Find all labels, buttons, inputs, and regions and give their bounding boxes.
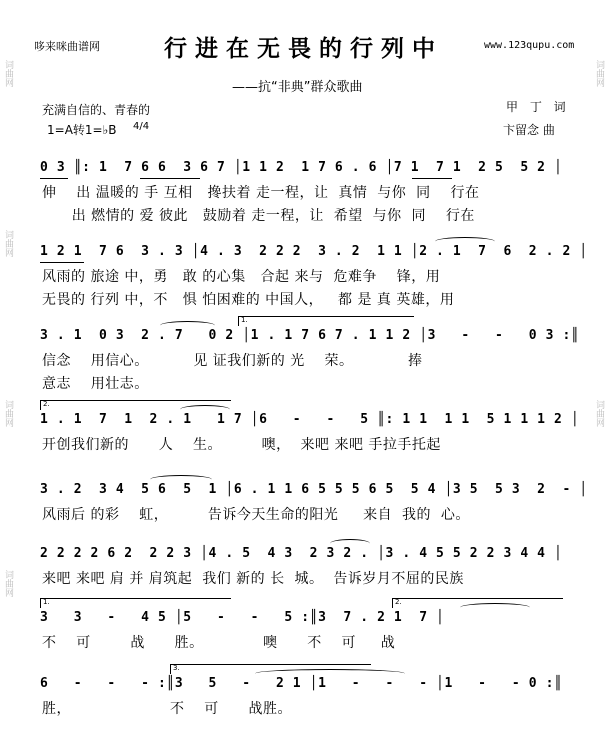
beat-underline xyxy=(140,178,200,179)
lyrics-verse-1: 不 可 战 胜。 噢 不 可 战 xyxy=(42,635,396,651)
time-signature: 4/4 xyxy=(133,121,150,132)
volta-bracket xyxy=(40,598,231,608)
volta-bracket xyxy=(238,316,414,326)
lyrics-verse-2: 出 燃情的 爱 彼此 鼓励着 走一程，让 希望 与你 同 行在 xyxy=(42,208,475,224)
lyrics-verse-1: 风雨的 旅途 中，勇 敢 的心集 合起 来与 危难争 锋，用 xyxy=(42,269,441,285)
site-name: 哆来咪曲谱网 xyxy=(34,40,100,53)
lyrics-verse-2: 无畏的 行列 中，不 惧 怕困难的 中国人， 都 是 真 英雄，用 xyxy=(42,292,455,308)
site-url[interactable]: www.123qupu.com xyxy=(484,40,575,51)
watermark-text: 词曲网 xyxy=(3,60,13,87)
tie-arc xyxy=(150,475,212,484)
watermark-text: 词曲网 xyxy=(3,570,13,597)
jianpu-notes: 3 . 1 0 3 2 . 7 0 2 │1 . 1 7 6 7 . 1 1 2 │3 - - 0 3 :║ xyxy=(40,328,580,343)
jianpu-notes: 2 2 2 2 6 2 2 2 3 │4 . 5 4 3 2 3 2 . │3 . 4 5 5 2 2 3 4 4 │ xyxy=(40,546,563,561)
lyrics-verse-1: 开创我们新的 人 生。 噢， 来吧 来吧 手拉手托起 xyxy=(42,437,441,453)
tie-arc xyxy=(255,669,405,678)
lyrics-verse-1: 胜， 不 可 战胜。 xyxy=(42,701,293,717)
tie-arc xyxy=(160,321,215,330)
tie-arc xyxy=(460,603,530,612)
jianpu-notes: 3 3 - 4 5 │5 - - 5 :║3 7 . 2 1 7 │ xyxy=(40,610,445,625)
lyrics-verse-1: 信念 用信心。 见 证我们新的 光 荣。 捧 xyxy=(42,353,423,369)
beat-underline xyxy=(40,262,84,263)
tie-arc xyxy=(435,237,495,246)
jianpu-notes: 1 . 1 7 1 2 . 1 1 7 │6 - - 5 ║: 1 1 1 1 5 1 1 1 2 │ xyxy=(40,412,580,427)
jianpu-notes: 0 3 ║: 1 7 6 6 3 6 7 │1 1 2 1 7 6 . 6 │7 1 7 1 2 5 5 2 │ xyxy=(40,160,563,175)
jianpu-notes: 1 2 1 7 6 3 . 3 │4 . 3 2 2 2 3 . 2 1 1 │2 . 1 7 6 2 . 2 │ xyxy=(40,244,588,259)
watermark-text: 词曲网 xyxy=(594,400,604,427)
lyrics-verse-1: 伸 出 温暖的 手 互相 搀扶着 走一程，让 真情 与你 同 行在 xyxy=(42,185,480,201)
lyrics-verse-2: 意志 用壮志。 xyxy=(42,376,149,392)
composer-credit: 卞留念 曲 xyxy=(503,123,555,137)
tie-arc xyxy=(330,539,370,548)
expression-marking: 充满自信的、青春的 xyxy=(42,103,151,117)
beat-underline xyxy=(412,178,452,179)
watermark-text: 词曲网 xyxy=(3,400,13,427)
watermark-text: 词曲网 xyxy=(3,230,13,257)
song-subtitle: ——抗“非典”群众歌曲 xyxy=(232,80,363,95)
lyrics-verse-1: 来吧 来吧 肩 并 肩筑起 我们 新的 长 城。 告诉岁月不屈的民族 xyxy=(42,571,464,587)
watermark-text: 词曲网 xyxy=(594,60,604,87)
lyricist-credit: 甲 丁 词 xyxy=(506,100,570,114)
jianpu-notes: 6 - - - :║3 5 - 2 1 │1 - - - │1 - - 0 :║ xyxy=(40,676,563,691)
key-signature: 1=A转1=♭B xyxy=(47,123,117,137)
lyrics-verse-1: 风雨后 的彩 虹， 告诉今天生命的阳光 来自 我的 心。 xyxy=(42,507,470,523)
song-title: 行进在无畏的行列中 xyxy=(164,35,443,62)
tie-arc xyxy=(180,405,230,414)
jianpu-notes: 3 . 2 3 4 5 6 5 1 │6 . 1 1 6 5 5 5 6 5 5 4 │3 5 5 3 2 - │ xyxy=(40,482,588,497)
beat-underline xyxy=(40,178,68,179)
